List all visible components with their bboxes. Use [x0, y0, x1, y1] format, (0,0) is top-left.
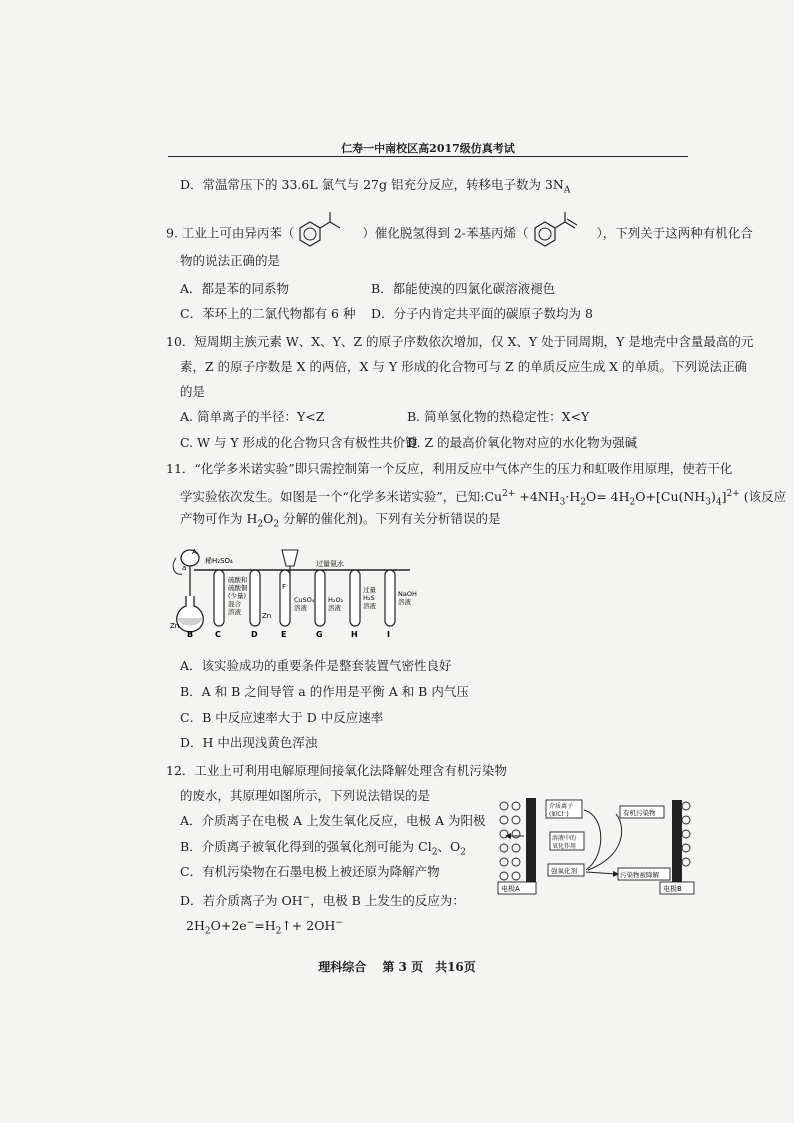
domino-apparatus-figure — [170, 546, 420, 638]
box-medium-ion-line2: (如Cl⁻) — [549, 811, 569, 818]
q9-stem: 9. 工业上可由异丙苯（ ）催化脱氢得到 2-苯基丙烯（ ），下列关于这两种有机化合 — [166, 212, 753, 256]
q11-option-c: C．B 中反应速率大于 D 中反应速率 — [180, 710, 384, 725]
svg-text:溶液: 溶液 — [228, 608, 241, 616]
page-footer: 理科综合 第 3 页 共16页 — [318, 960, 476, 974]
q8-option-d: D．常温常压下的 33.6L 氯气与 27g 铝充分反应，转移电子数为 $3N_A$ — [180, 177, 571, 196]
q9-option-a: A．都是苯的同系物 — [180, 281, 290, 296]
q9-stem-line2: 物的说法正确的是 — [180, 253, 281, 268]
svg-text:G: G — [316, 630, 323, 638]
q9-option-d: D．分子内肯定共平面的碳原子数均为 8 — [371, 306, 593, 321]
q11-option-a: A．该实验成功的重要条件是整套装置气密性良好 — [180, 658, 452, 673]
label-c-solution — [228, 575, 248, 616]
right-ion-circles — [682, 802, 690, 866]
box-strong-oxidant: 强氧化剂 — [551, 867, 577, 875]
label-zn-2: Zn — [262, 612, 272, 620]
header-rule — [168, 156, 688, 157]
q10-option-d: D. Z 的最高价氧化物对应的水化物为强碱 — [407, 435, 638, 450]
label-e-solution — [294, 596, 315, 612]
label-i-solution — [398, 590, 417, 606]
q9-option-c: C．苯环上的二氯代物都有 6 种 — [180, 306, 356, 321]
svg-text:(少量): (少量) — [228, 592, 247, 600]
svg-text:溶液: 溶液 — [363, 602, 376, 610]
label-tube-a: a — [182, 564, 187, 572]
q12-option-c: C．有机污染物在石墨电极上被还原为降解产物 — [180, 864, 440, 879]
q10-option-b: B. 简单氢化物的热稳定性：X<Y — [407, 409, 590, 424]
q12-stem-line1: 12．工业上可利用电解原理间接氧化法降解处理含有机污染物 — [166, 763, 507, 778]
q10-option-a: A. 简单离子的半径：Y<Z — [180, 409, 325, 424]
label-electrode-b: 电极B — [663, 885, 682, 893]
svg-text:E: E — [281, 630, 287, 638]
label-dilute-acid: 稀H₂SO₄ — [205, 557, 233, 565]
svg-text:NaOH: NaOH — [398, 590, 417, 598]
q11-option-d: D．H 中出现浅黄色浑浊 — [180, 735, 318, 750]
label-g-solution — [328, 596, 344, 612]
q12-option-b: B．介质离子被氧化得到的强氧化剂可能为 $Cl_2$、$O_2$ — [180, 839, 466, 858]
svg-text:溶液: 溶液 — [294, 604, 307, 612]
q12-stem-line2: 的废水，其原理如图所示，下列说法错误的是 — [180, 788, 431, 803]
q10-stem-line3: 的是 — [180, 384, 206, 399]
label-funnel-f: F — [282, 583, 287, 591]
svg-text:C: C — [215, 630, 221, 638]
q11-option-b: B．A 和 B 之间导管 a 的作用是平衡 A 和 B 内气压 — [180, 684, 469, 699]
svg-text:溶液: 溶液 — [328, 604, 341, 612]
q11-stem-line3: 产物可作为 $H_2O_2$ 分解的催化剂)。下列有关分析错误的是 — [180, 511, 501, 530]
svg-text:硫酸和: 硫酸和 — [228, 576, 248, 584]
svg-text:I: I — [387, 630, 390, 638]
svg-text:硫酸铜: 硫酸铜 — [228, 584, 248, 592]
box-degraded-product: 污染物被降解 — [620, 871, 659, 879]
q12-equation: $2H_2O+2e^-=H_2↑+ 2OH^-$ — [186, 918, 343, 937]
q10-stem-line2: 素，Z 的原子序数是 X 的两倍，X 与 Y 形成的化合物可与 Z 的单质反应生成 X 的单质。下列说法正确 — [180, 359, 748, 374]
isopropylbenzene-structure — [298, 212, 358, 256]
q11-stem-line2: 学实验依次发生。如图是一个“化学多米诺实验”，已知$:Cu^{2+} +4NH_3\cdot H_2O= 4H_2O+[Cu(NH_3)_4]^{2+}$ (该反应 — [180, 489, 787, 508]
q12-option-d: D．若介质离子为 OH−，电极 B 上发生的反应为： — [180, 893, 465, 909]
q11-stem-line1: 11．“化学多米诺实验”即只需控制第一个反应，利用反应中气体产生的压力和虹吸作用原理，使若干化 — [166, 461, 733, 476]
box-organic-pollutant: 有机污染物 — [623, 809, 656, 817]
page-header: 仁寿一中南校区高2017级仿真考试 — [341, 142, 515, 155]
svg-text:H₂O₂: H₂O₂ — [328, 596, 344, 604]
2-phenylpropene-structure — [533, 212, 593, 256]
q12-option-a: A．介质离子在电极 A 上发生氧化反应，电极 A 为阳极 — [180, 813, 486, 828]
svg-text:H: H — [351, 630, 358, 638]
label-h-solution — [363, 585, 377, 610]
flask-labels — [187, 630, 390, 638]
q9-option-b: B．都能使溴的四氯化碳溶液褪色 — [371, 281, 556, 296]
svg-text:溶液: 溶液 — [398, 598, 411, 606]
svg-text:过量: 过量 — [363, 586, 376, 594]
electrolysis-figure — [496, 796, 696, 896]
label-excess-ammonia: 过量氨水 — [316, 560, 344, 568]
label-funnel-a: A — [192, 548, 197, 556]
q10-stem-line1: 10．短周期主族元素 W、X、Y、Z 的原子序数依次增加，仅 X、Y 处于同周期，Y 是地壳中含量最高的元 — [166, 334, 754, 349]
svg-text:B: B — [187, 630, 194, 638]
left-ion-circles — [500, 802, 520, 880]
box-medium-ion-line1: 介质离子 — [549, 803, 574, 810]
box-solution-ox-line2: 氧化作用 — [552, 843, 577, 850]
box-solution-ox-line1: 溶液中的 — [552, 835, 577, 842]
svg-text:混合: 混合 — [228, 600, 241, 608]
q10-option-c: C. W 与 Y 形成的化合物只含有极性共价键 — [180, 435, 418, 450]
svg-text:H₂S: H₂S — [363, 594, 375, 602]
svg-text:CuSO₄: CuSO₄ — [294, 596, 315, 604]
label-electrode-a: 电极A — [501, 885, 520, 893]
svg-text:D: D — [251, 630, 258, 638]
label-zn-1: Zn — [170, 622, 180, 630]
